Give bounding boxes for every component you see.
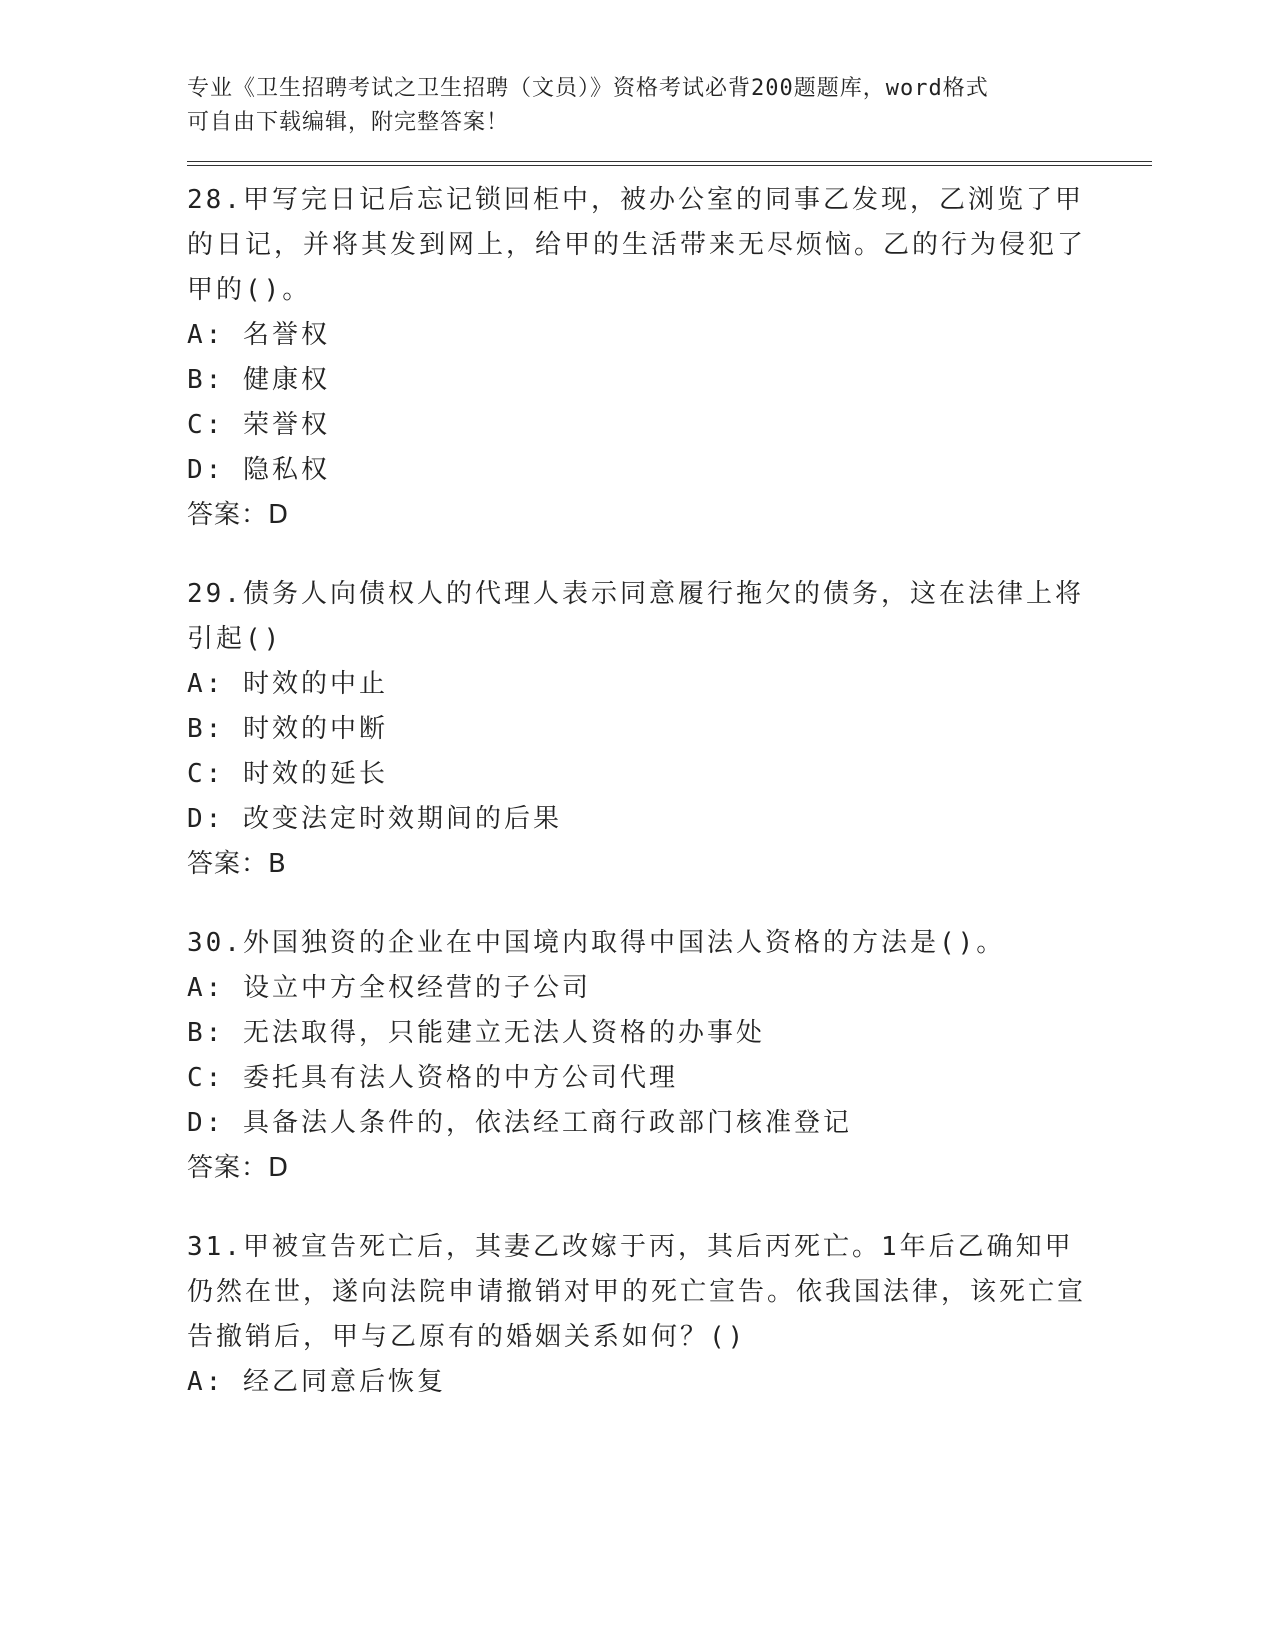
question-stem: 31.甲被宣告死亡后，其妻乙改嫁于丙，其后丙死亡。1年后乙确知甲仍然在世，遂向法院申请撤销对甲的死亡宣告。依我国法律，该死亡宣告撤销后，甲与乙原有的婚姻关系如何？() [187,1232,1087,1352]
question-stem: 29.债务人向债权人的代理人表示同意履行拖欠的债务，这在法律上将引起() [187,579,1084,654]
option-a: A: 设立中方全权经营的子公司 [187,973,591,1003]
header-line-2: 可自由下载编辑，附完整答案！ [187,110,510,135]
option-d: D: 具备法人条件的，依法经工商行政部门核准登记 [187,1108,852,1138]
option-b: B: 无法取得，只能建立无法人资格的办事处 [187,1018,765,1048]
option-b: B: 健康权 [187,365,330,395]
option-a: A: 名誉权 [187,320,330,350]
option-c: C: 荣誉权 [187,410,330,440]
option-a: A: 经乙同意后恢复 [187,1367,446,1397]
question-29 [187,572,1152,887]
option-c: C: 委托具有法人资格的中方公司代理 [187,1063,678,1093]
option-d: D: 隐私权 [187,455,330,485]
question-stem: 28.甲写完日记后忘记锁回柜中，被办公室的同事乙发现，乙浏览了甲的日记，并将其发到网上，给甲的生活带来无尽烦恼。乙的行为侵犯了甲的()。 [187,185,1087,305]
question-31 [187,1225,1152,1405]
question-30 [187,921,1152,1191]
answer-line: 答案：D [187,1153,290,1183]
option-d: D: 改变法定时效期间的后果 [187,804,562,834]
answer-line: 答案：B [187,849,287,879]
document-page [187,72,1152,1405]
option-b: B: 时效的中断 [187,714,388,744]
header-line-1: 专业《卫生招聘考试之卫生招聘（文员）》资格考试必背200题题库，word格式 [187,76,989,101]
option-c: C: 时效的延长 [187,759,388,789]
question-stem: 30.外国独资的企业在中国境内取得中国法人资格的方法是()。 [187,928,1006,958]
option-a: A: 时效的中止 [187,669,388,699]
header-double-rule [187,161,1152,166]
answer-line: 答案：D [187,500,290,530]
question-28 [187,178,1152,538]
document-header [187,72,1067,140]
